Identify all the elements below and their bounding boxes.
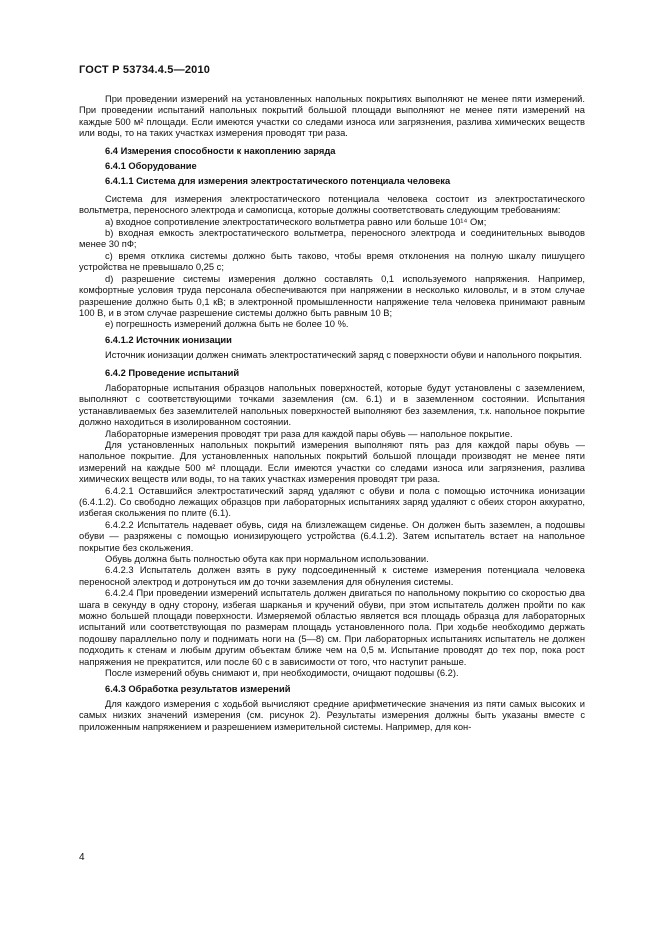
document-body (79, 94, 585, 733)
list-item-d: d) разрешение системы измерения должно составлять 0,1 используемого напряжения. Например, комфортные условия труда персонала обеспечиваются при напряжении в несколько киловольт, и в этом случае разрешение должно быть 0,1 кВ; в электронной промышленности напряжение тела человека принимают равным 100 В, и в этом случае разрешение системы должно быть равным 10 В; (79, 273, 585, 318)
heading-6-4: 6.4 Измерения способности к накоплению заряда (105, 145, 336, 156)
heading-6-4-1: 6.4.1 Оборудование (105, 161, 197, 172)
heading-6-4-1-2: 6.4.1.2 Источник ионизации (105, 334, 232, 345)
paragraph-6-4-2-2: 6.4.2.2 Испытатель надевает обувь, сидя на близлежащем сиденье. Он должен быть заземлен, а подошвы обуви — разряжены с помощью ионизирующего устройства (6.4.1.2). Затем испытатель встает на напольное покрытие без скольжения. (79, 519, 585, 553)
paragraph-system: Система для измерения электростатического потенциала человека состоит из электростатического вольтметра, переносного электрода и самописца, которые должны соответствовать следующим требованиям: (79, 193, 585, 216)
page-number: 4 (79, 852, 85, 863)
paragraph-lab-tests: Лабораторные испытания образцов напольных поверхностей, которые будут установлены с заземлением, выполняют с соответствующими точками заземления (см. 6.1) и в заземленном состоянии. Испытания устанавливаемых без заземлителей напольных поверхностей выполняют без заземления, т.к. напольное покрытие должно находиться в изолированном состоянии. (79, 382, 585, 428)
paragraph-intro: При проведении измерений на установленных напольных покрытиях выполняют не менее пяти измерений. При проведении испытаний напольных покрытий большой площади выполняют не менее пяти измерений на каждые 500 м² площади. Если имеются участки со следами износа или загрязнения, разлива химических веществ или воды, то на таких участках измерения проводят три раза. (79, 94, 585, 139)
paragraph-results: Для каждого измерения с ходьбой вычисляют средние арифметические значения из пяти самых высоких и самых низких значений измерения (см. рисунок 2). Результаты измерения должны быть указаны вместе с приложенным напряжением и разрешением измерительной системы. Например, для кон- (79, 698, 585, 732)
paragraph-shoes: Обувь должна быть полностью обута как при нормальном использовании. (105, 554, 429, 565)
paragraph-after-measurement: После измерений обувь снимают и, при необходимости, очищают подошвы (6.2). (105, 668, 459, 679)
paragraph-installed-floors: Для установленных напольных покрытий измерения выполняют пять раз для каждой пары обувь — напольное покрытие. Для установленных напольных покрытий большой площади производят не менее пяти измерений на каждые 500 м² площади. Если имеются участки со следами износа или загрязнения, разлива химических веществ или воды, то на таких участках измерения проводят три раза. (79, 439, 585, 485)
list-item-a: a) входное сопротивление электростатического вольтметра равно или больше 10¹⁴ Ом; (105, 216, 487, 227)
list-item-c: c) время отклика системы должно быть таково, чтобы время отклонения на полную шкалу пишущего устройства не превышало 0,25 с; (79, 250, 585, 273)
paragraph-lab-tests-2: Лабораторные измерения проводят три раза для каждой пары обувь — напольное покрытие. (105, 428, 513, 439)
heading-6-4-1-1: 6.4.1.1 Система для измерения электростатического потенциала человека (105, 176, 451, 187)
heading-6-4-3: 6.4.3 Обработка результатов измерений (105, 683, 291, 694)
list-item-e: e) погрешность измерений должна быть не более 10 %. (105, 319, 349, 330)
document-header: ГОСТ Р 53734.4.5—2010 (79, 64, 211, 76)
paragraph-6-4-2-1: 6.4.2.1 Оставшийся электростатический заряд удаляют с обуви и пола с помощью источника ионизации (6.4.1.2). Со свободно лежащих образцов при лабораторных испытаниях заряд удаляют с обеих сторон аккуратно, избегая скольжения по плите (6.1). (79, 485, 585, 519)
list-item-b: b) входная емкость электростатического вольтметра, переносного электрода и соединительных выводов менее 30 пФ; (79, 228, 585, 250)
heading-6-4-2: 6.4.2 Проведение испытаний (105, 367, 240, 378)
paragraph-6-4-2-3: 6.4.2.3 Испытатель должен взять в руку подсоединенный к системе измерения потенциала человека переносной электрод и дотронуться им до точки заземления для обнуления системы. (79, 565, 585, 587)
paragraph-6-4-2-4: 6.4.2.4 При проведении измерений испытатель должен двигаться по напольному покрытию со скоростью два шага в секунду в одну сторону, избегая шарканья и кручений обуви, при этом испытатель должен пройти по как можно большей площади поверхности. Измеряемой областью является вся площадь образца для лабораторных испытаний или соответствующая по размерам площадь установленного пола. При ходьбе необходимо держать подошву параллельно полу и поднимать ноги на (5—8) см. При лабораторных испытаниях испытатель не должен подходить к стенам и любым другим объектам ближе чем на 0,5 м. Испытание проводят до тех пор, пока рост напряжения не прекратится, или после 60 с в зависимости от того, что наступит раньше. (79, 588, 585, 667)
paragraph-ionization: Источник ионизации должен снимать электростатический заряд с поверхности обуви и напольного покрытия. (105, 350, 582, 361)
